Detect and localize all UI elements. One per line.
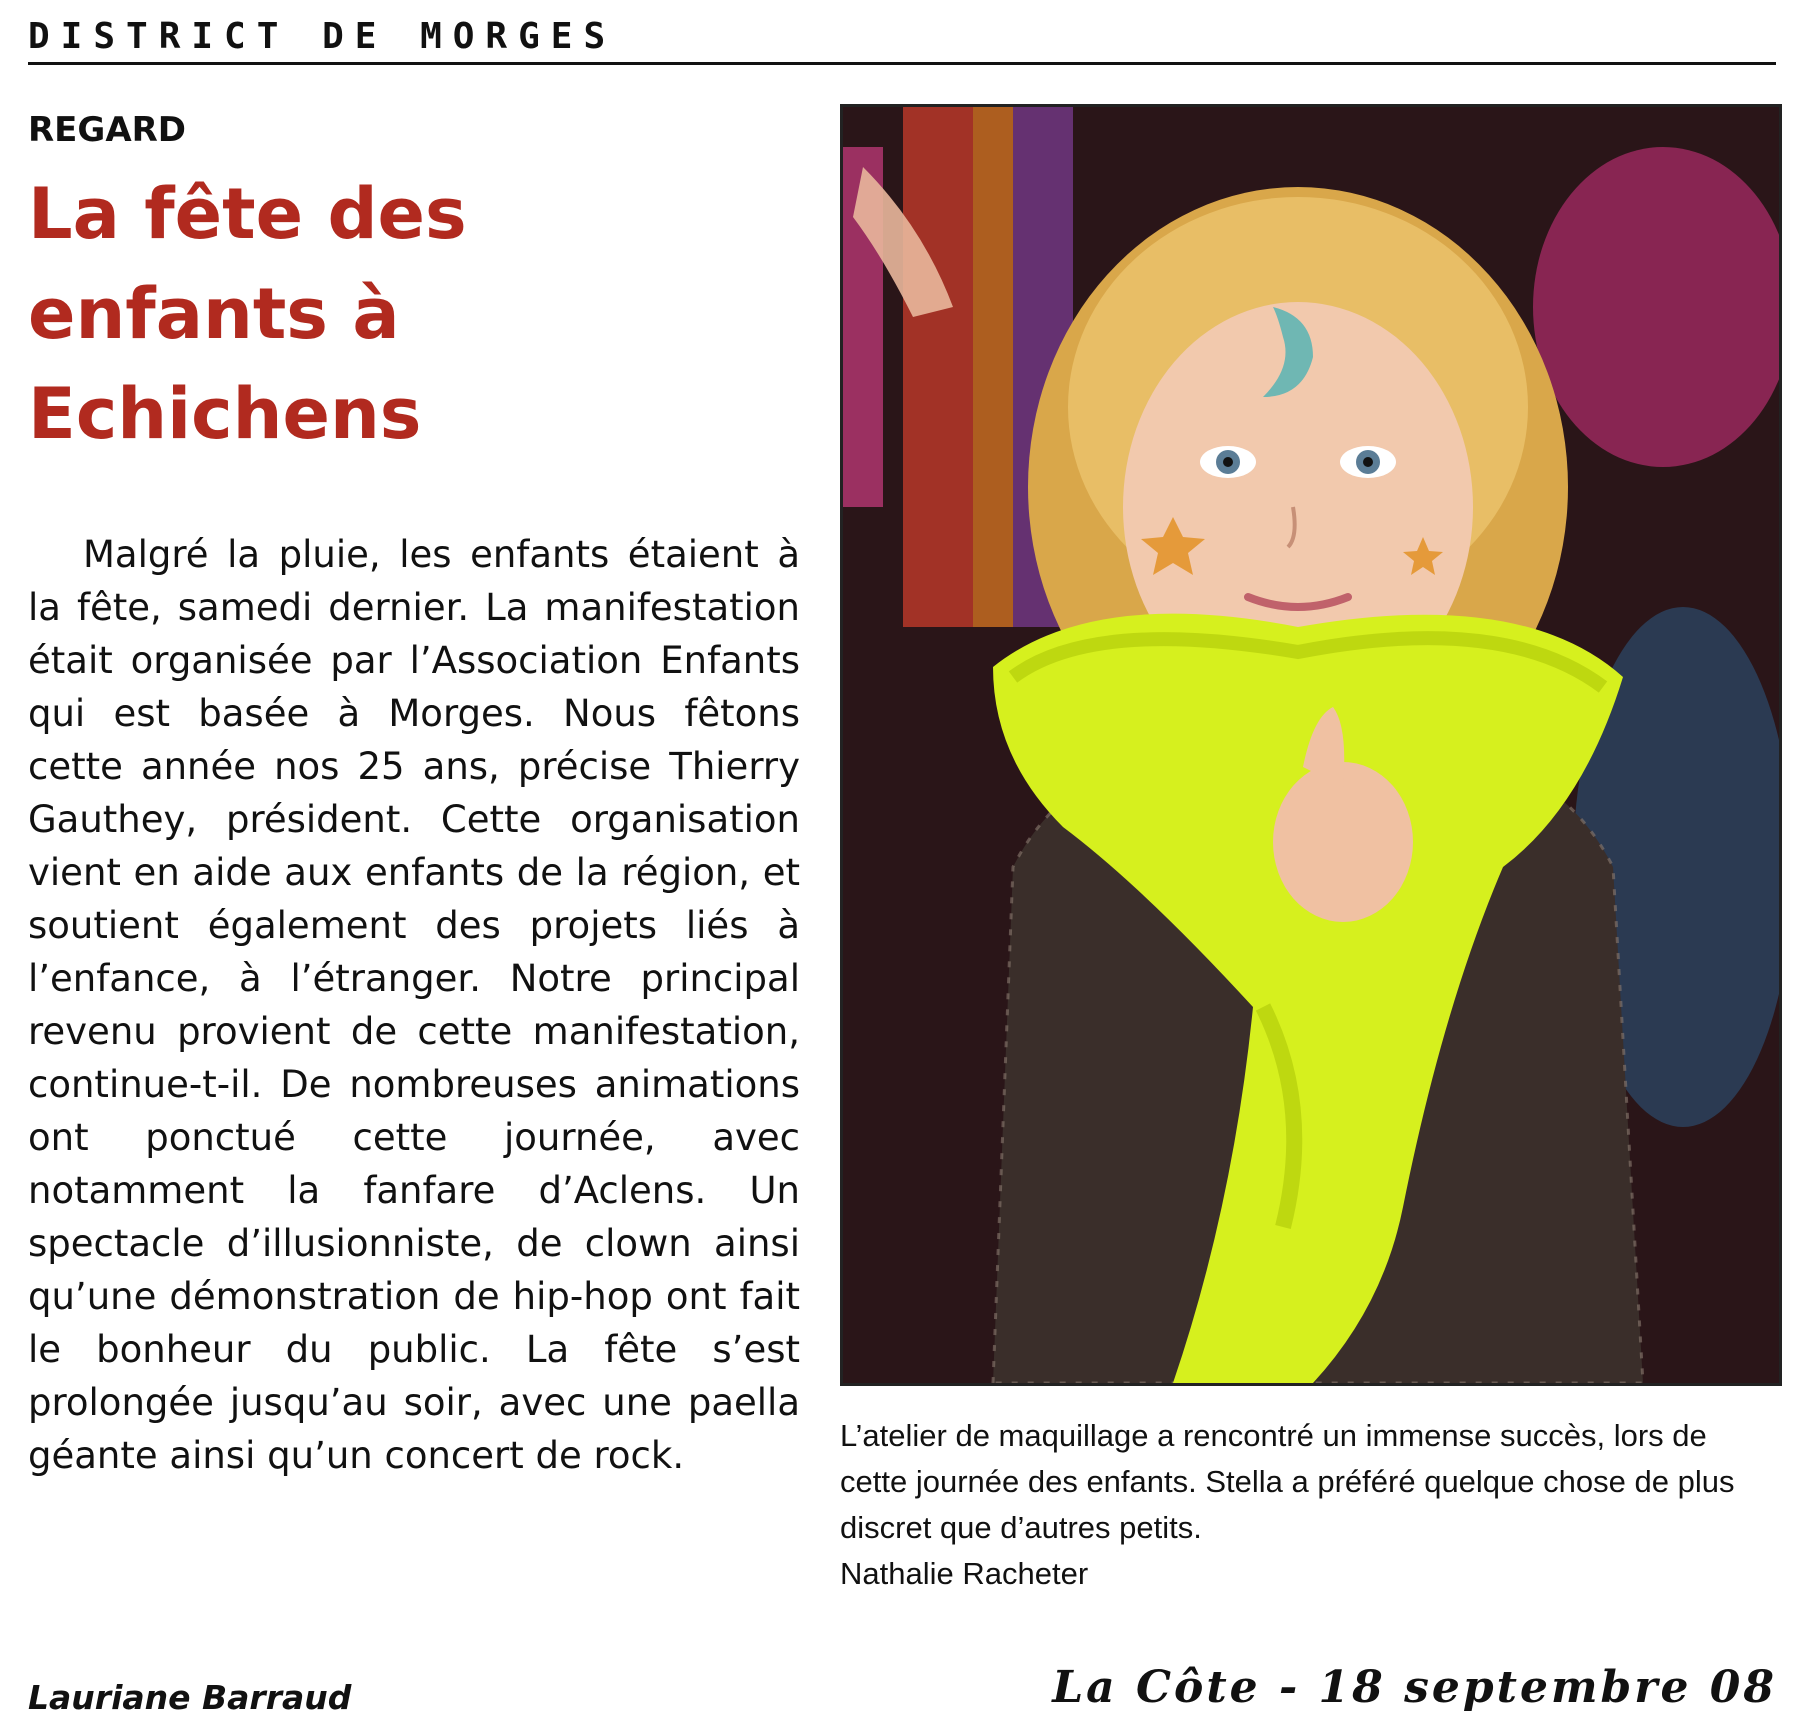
caption-text: L’atelier de maquillage a rencontré un immense succès, lors de cette journée des enfants. Stella a préféré quelque chose de plus discret que d’autres petits. [840, 1418, 1735, 1545]
header-rule [28, 62, 1776, 65]
headline: La fête des enfants à Echichens [28, 173, 467, 455]
article-body: Malgré la pluie, les enfants étaient à la fête, samedi dernier. La manifestation était organisée par l’Association Enfants qui est basée à Morges. Nous fêtons cette année nos 25 ans, précise Thierry Gauthey, président. Cette organisation vient en aide aux enfants de la région, et soutient également des projets liés à l’enfance, à l’étranger. Notre principal revenu provient de cette manifestation, continue-t-il. De nombreuses animations ont ponctué cette journée, avec notamment la fanfare d’Aclens. Un spectacle d’illusionniste, de clown ainsi qu’une démonstration de hip-hop ont fait le bonheur du public. La fête s’est prolongée jusqu’au soir, avec une paella géante ainsi qu’un concert de rock. [28, 533, 800, 1477]
author-byline: Lauriane Barraud [28, 1678, 352, 1717]
kicker: REGARD [28, 110, 187, 150]
photo-credit: Nathalie Racheter [840, 1556, 1089, 1591]
article-photo [840, 104, 1782, 1386]
photo-caption [840, 1413, 1782, 1597]
child-photo-illustration [843, 107, 1779, 1383]
masthead-date: La Côte - 18 septembre 08 [1052, 1662, 1777, 1713]
section-header: DISTRICT DE MORGES [28, 16, 617, 57]
